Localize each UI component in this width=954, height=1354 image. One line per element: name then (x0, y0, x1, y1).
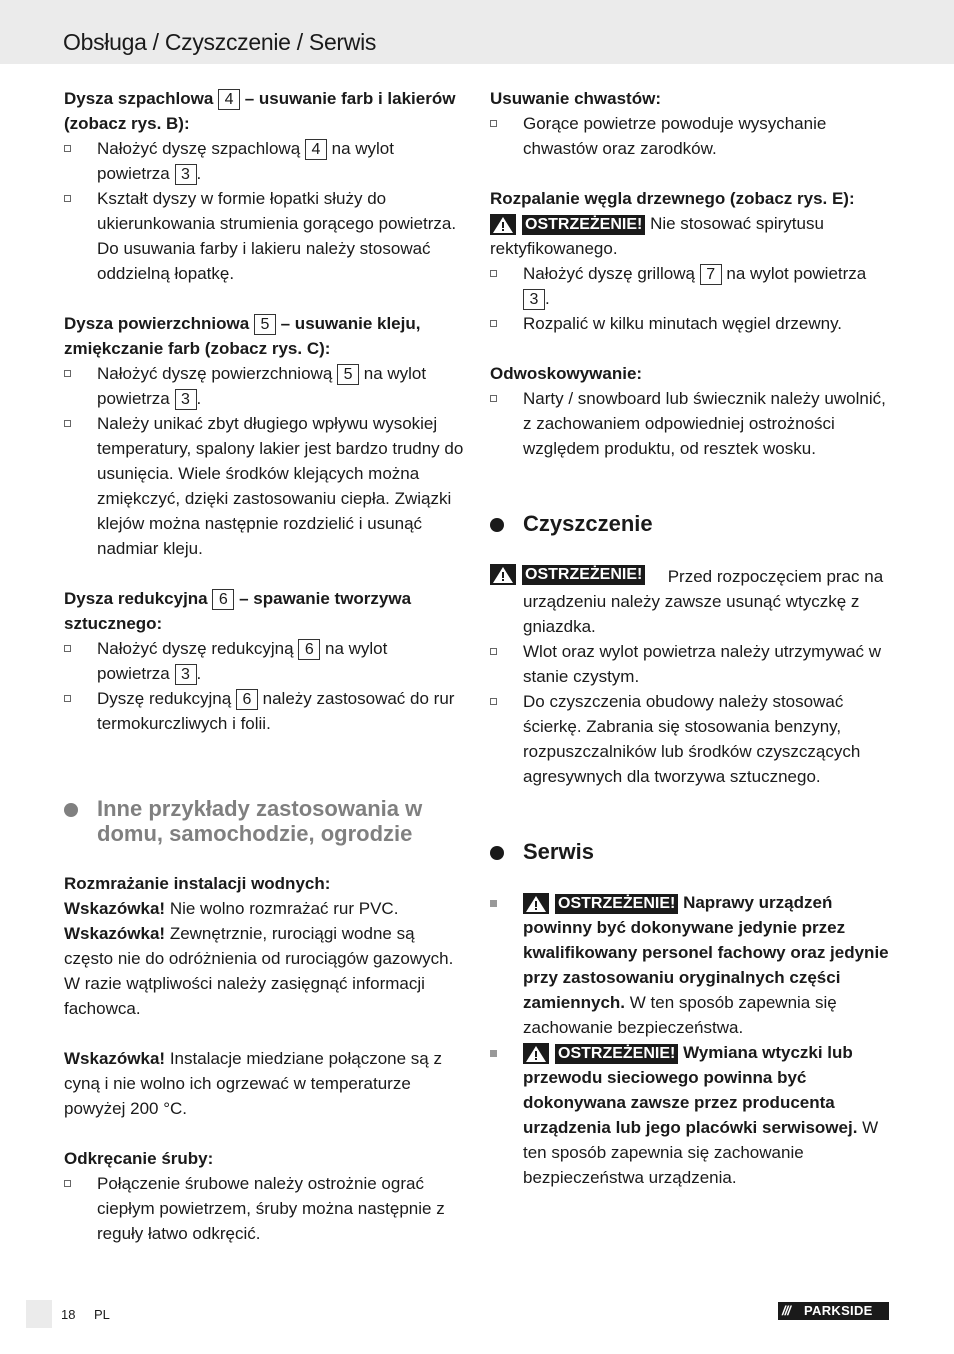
hint-paragraph: Wskazówka! Nie wolno rozmrażać rur PVC. (64, 899, 399, 918)
warning-paragraph: OSTRZEŻENIE! Przed rozpoczęciem prac na urządzeniu należy zawsze usunąć wtyczkę z gniazdka. (490, 564, 890, 639)
list-item: Wlot oraz wylot powietrza należy utrzymywać w stanie czystym. (490, 639, 890, 689)
bullet-dot-icon (64, 803, 78, 817)
checkbox-bullet-icon (490, 698, 497, 705)
heading-dewaxing: Odwoskowywanie: (490, 364, 643, 383)
heading-weed-removal: Usuwanie chwastów: (490, 89, 661, 108)
language-code: PL (94, 1307, 110, 1322)
logo-stripes: /// (782, 1303, 790, 1318)
checkbox-bullet-icon (64, 145, 71, 152)
bullet-dot-icon (490, 846, 504, 860)
heading-unscrewing: Odkręcanie śruby: (64, 1149, 214, 1168)
hint-paragraph: Wskazówka! Zewnętrznie, rurociągi wodne są często nie do odróżnienia od rurociągów gazowych. W razie wątpliwości należy zasięgnąć informacji fachowca. (64, 924, 454, 1018)
warning-label: OSTRZEŻENIE! (522, 565, 645, 585)
warning-label: OSTRZEŻENIE! (522, 215, 645, 235)
list-item: OSTRZEŻENIE! Wymiana wtyczki lub przewodu sieciowego powinna być dokonywana zawsze przez producenta urządzenia lub jego placówki serwisowej. W ten sposób zapewnia się zachowanie bezpieczeństwa urządzenia. (490, 1040, 890, 1190)
checkbox-bullet-icon (64, 1180, 71, 1187)
list-item: Do czyszczenia obudowy należy stosować ścierkę. Zabrania się stosowania benzyny, rozpuszczalników lub środków czyszczących agresywnych dla tworzywa sztucznego. (490, 689, 890, 789)
checkbox-bullet-icon (64, 370, 71, 377)
logo-brand-text: PARKSIDE (804, 1303, 873, 1318)
left-column (64, 86, 464, 1246)
page-number: 18 (61, 1307, 76, 1322)
heading-reduction-nozzle: Dysza redukcyjna 6 – spawanie tworzywa sztucznego: (64, 589, 412, 633)
list-item: Należy unikać zbyt długiego wpływu wysokiej temperatury, spalony lakier jest bardzo trudny do usunięcia. Wiele środków klejących można zmiękczyć, dzięki zastosowaniu ciepła. Związki klejów można następnie rozdzielić i usunąć nadmiar kleju. (64, 411, 464, 561)
list-item: Nałożyć dyszę redukcyjną 6 na wylot powietrza 3 . (64, 636, 464, 686)
checkbox-bullet-icon (490, 270, 497, 277)
hint-paragraph: Wskazówka! Instalacje miedziane połączone są z cyną i nie wolno ich ogrzewać w temperaturze powyżej 200 °C. (64, 1049, 442, 1118)
heading-surface-nozzle: Dysza powierzchniowa 5 – usuwanie kleju, zmiękczanie farb (zobacz rys. C): (64, 314, 421, 358)
warning-triangle-icon (490, 564, 516, 585)
checkbox-bullet-icon (490, 395, 497, 402)
warning-triangle-icon (490, 214, 516, 235)
page-title: Obsługa / Czyszczenie / Serwis (63, 29, 377, 55)
list-item: Nałożyć dyszę szpachlową 4 na wylot powietrza 3 . (64, 136, 464, 186)
list-item: Rozpalić w kilku minutach węgiel drzewny. (490, 311, 890, 336)
right-column (490, 86, 890, 1190)
checkbox-bullet-icon (64, 695, 71, 702)
list-item: Kształt dyszy w formie łopatki służy do ukierunkowania strumienia gorącego powietrza. Do usuwania farby i lakieru należy stosować oddzielną łopatkę. (64, 186, 464, 286)
checkbox-bullet-icon (490, 320, 497, 327)
heading-thawing: Rozmrażanie instalacji wodnych: (64, 874, 331, 893)
warning-triangle-icon (523, 893, 549, 914)
list-item: Połączenie śrubowe należy ostrożnie ograć ciepłym powietrzem, śruby można następnie z reguły łatwo odkręcić. (64, 1171, 464, 1246)
list-item: Nałożyć dyszę powierzchniową 5 na wylot powietrza 3 . (64, 361, 464, 411)
list-item: Dyszę redukcyjną 6 należy zastosować do rur termokurczliwych i folii. (64, 686, 464, 736)
checkbox-bullet-icon (64, 645, 71, 652)
heading-charcoal: Rozpalanie węgla drzewnego (zobacz rys. E): (490, 189, 855, 208)
list-item: Gorące powietrze powoduje wysychanie chwastów oraz zarodków. (490, 111, 890, 161)
page-header (0, 0, 954, 64)
warning-label: OSTRZEŻENIE! (555, 1044, 678, 1064)
checkbox-bullet-icon (490, 120, 497, 127)
section-heading-cleaning: Czyszczenie (490, 511, 890, 536)
checkbox-bullet-icon (64, 195, 71, 202)
square-bullet-icon (490, 900, 497, 907)
brand-logo (778, 1302, 889, 1320)
checkbox-bullet-icon (64, 420, 71, 427)
warning-paragraph: OSTRZEŻENIE! Nie stosować spirytusu rektyfikowanego. (490, 214, 824, 258)
warning-label: OSTRZEŻENIE! (555, 894, 678, 914)
bullet-dot-icon (490, 518, 504, 532)
checkbox-bullet-icon (490, 648, 497, 655)
section-heading-service: Serwis (490, 839, 890, 864)
list-item: OSTRZEŻENIE! Naprawy urządzeń powinny być dokonywane jedynie przez kwalifikowany personel fachowy oraz jedynie przy zastosowaniu oryginalnych części zamiennych. W ten sposób zapewnia się zachowanie bezpieczeństwa. (490, 890, 890, 1040)
footer-tab (26, 1300, 52, 1328)
list-item: Narty / snowboard lub świecznik należy uwolnić, z zachowaniem odpowiedniej ostrożności względem produktu, od resztek wosku. (490, 386, 890, 461)
heading-spatula-nozzle: Dysza szpachlowa 4 – usuwanie farb i lakierów (zobacz rys. B): (64, 89, 456, 133)
ref-number: 4 (218, 89, 240, 110)
section-heading-other-uses: Inne przykłady zastosowania w domu, samochodzie, ogrodzie (64, 796, 464, 846)
warning-triangle-icon (523, 1043, 549, 1064)
list-item: Nałożyć dyszę grillową 7 na wylot powietrza 3 . (490, 261, 890, 311)
square-bullet-icon (490, 1050, 497, 1057)
